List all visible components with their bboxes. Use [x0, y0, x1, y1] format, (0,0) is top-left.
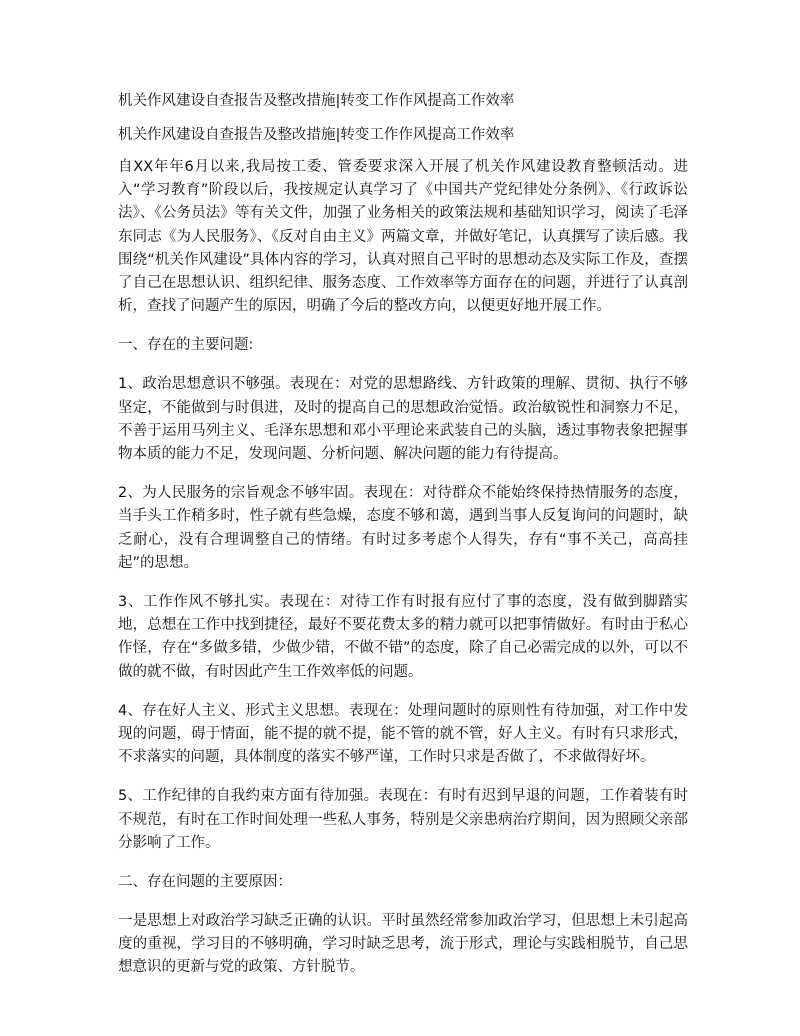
problem-item-3: 3、工作作风不够扎实。表现在：对待工作有时报有应付了事的态度，没有做到脚踏实地，总想在工作中找到捷径，最好不要花费太多的精力就可以把事情做好。有时由于私心作怪，存在“多做多错，少做少错，不做不错”的态度，除了自己必需完成的以外，可以不做的就不做，有时因此产生工作效率低的问题。 [118, 594, 688, 680]
document-subtitle: 机关作风建设自查报告及整改措施|转变工作作风提高工作效率 [118, 127, 515, 143]
document-page [118, 90, 688, 996]
intro-paragraph: 自XX年年6月以来,我局按工委、管委要求深入开展了机关作风建设教育整顿活动。进入“学习教育”阶段以后，我按规定认真学习了《中国共产党纪律处分条例》、《行政诉讼法》、《公务员法》等有关文件，加强了业务相关的政策法规和基础知识学习，阅读了毛泽东同志《为人民服务》、《反对自由主义》两篇文章，并做好笔记，认真撰写了读后感。我围绕“机关作风建设”具体内容的学习，认真对照自己平时的思想动态及实际工作及，查摆了自己在思想认识、组织纪律、服务态度、工作效率等方面存在的问题，并进行了认真剖析，查找了问题产生的原因，明确了今后的整改方向，以便更好地开展工作。 [118, 159, 688, 315]
problem-item-2: 2、为人民服务的宗旨观念不够牢固。表现在：对待群众不能始终保持热情服务的态度，当手头工作稍多时，性子就有些急燥，态度不够和蔼，遇到当事人反复询问的问题时，缺乏耐心，没有合理调整自己的情绪。有时过多考虑个人得失，存有“事不关己，高高挂起”的思想。 [118, 485, 688, 571]
problem-item-4: 4、存在好人主义、形式主义思想。表现在：处理问题时的原则性有待加强，对工作中发现的问题，碍于情面，能不提的就不提，能不管的就不管，好人主义。有时有只求形式，不求落实的问题，具体制度的落实不够严谨，工作时只求是否做了，不求做得好坏。 [118, 702, 688, 766]
problem-item-5: 5、工作纪律的自我约束方面有待加强。表现在：有时有迟到早退的问题，工作着装有时不规范，有时在工作时间处理一些私人事务，特别是父亲患病治疗期间，因为照顾父亲部分影响了工作。 [118, 788, 688, 851]
section-heading-problems: 一、存在的主要问题: [118, 337, 254, 354]
problem-item-1: 1、政治思想意识不够强。表现在：对党的思想路线、方针政策的理解、贯彻、执行不够坚定，不能做到与时俱进，及时的提高自己的思想政治觉悟。政治敏锐性和洞察力不足，不善于运用马列主义、毛泽东思想和邓小平理论来武装自己的头脑，透过事物表象把握事物本质的能力不足，发现问题、分析问题、解决问题的能力有待提高。 [118, 376, 688, 463]
cause-item-1: 一是思想上对政治学习缺乏正确的认识。平时虽然经常参加政治学习，但思想上未引起高度的重视，学习目的不够明确，学习时缺乏思考，流于形式，理论与实践相脱节，自己思想意识的更新与党的政策、方针脱节。 [118, 913, 688, 976]
section-heading-causes: 二、存在问题的主要原因： [118, 874, 292, 891]
document-title: 机关作风建设自查报告及整改措施|转变工作作风提高工作效率 [118, 93, 515, 109]
